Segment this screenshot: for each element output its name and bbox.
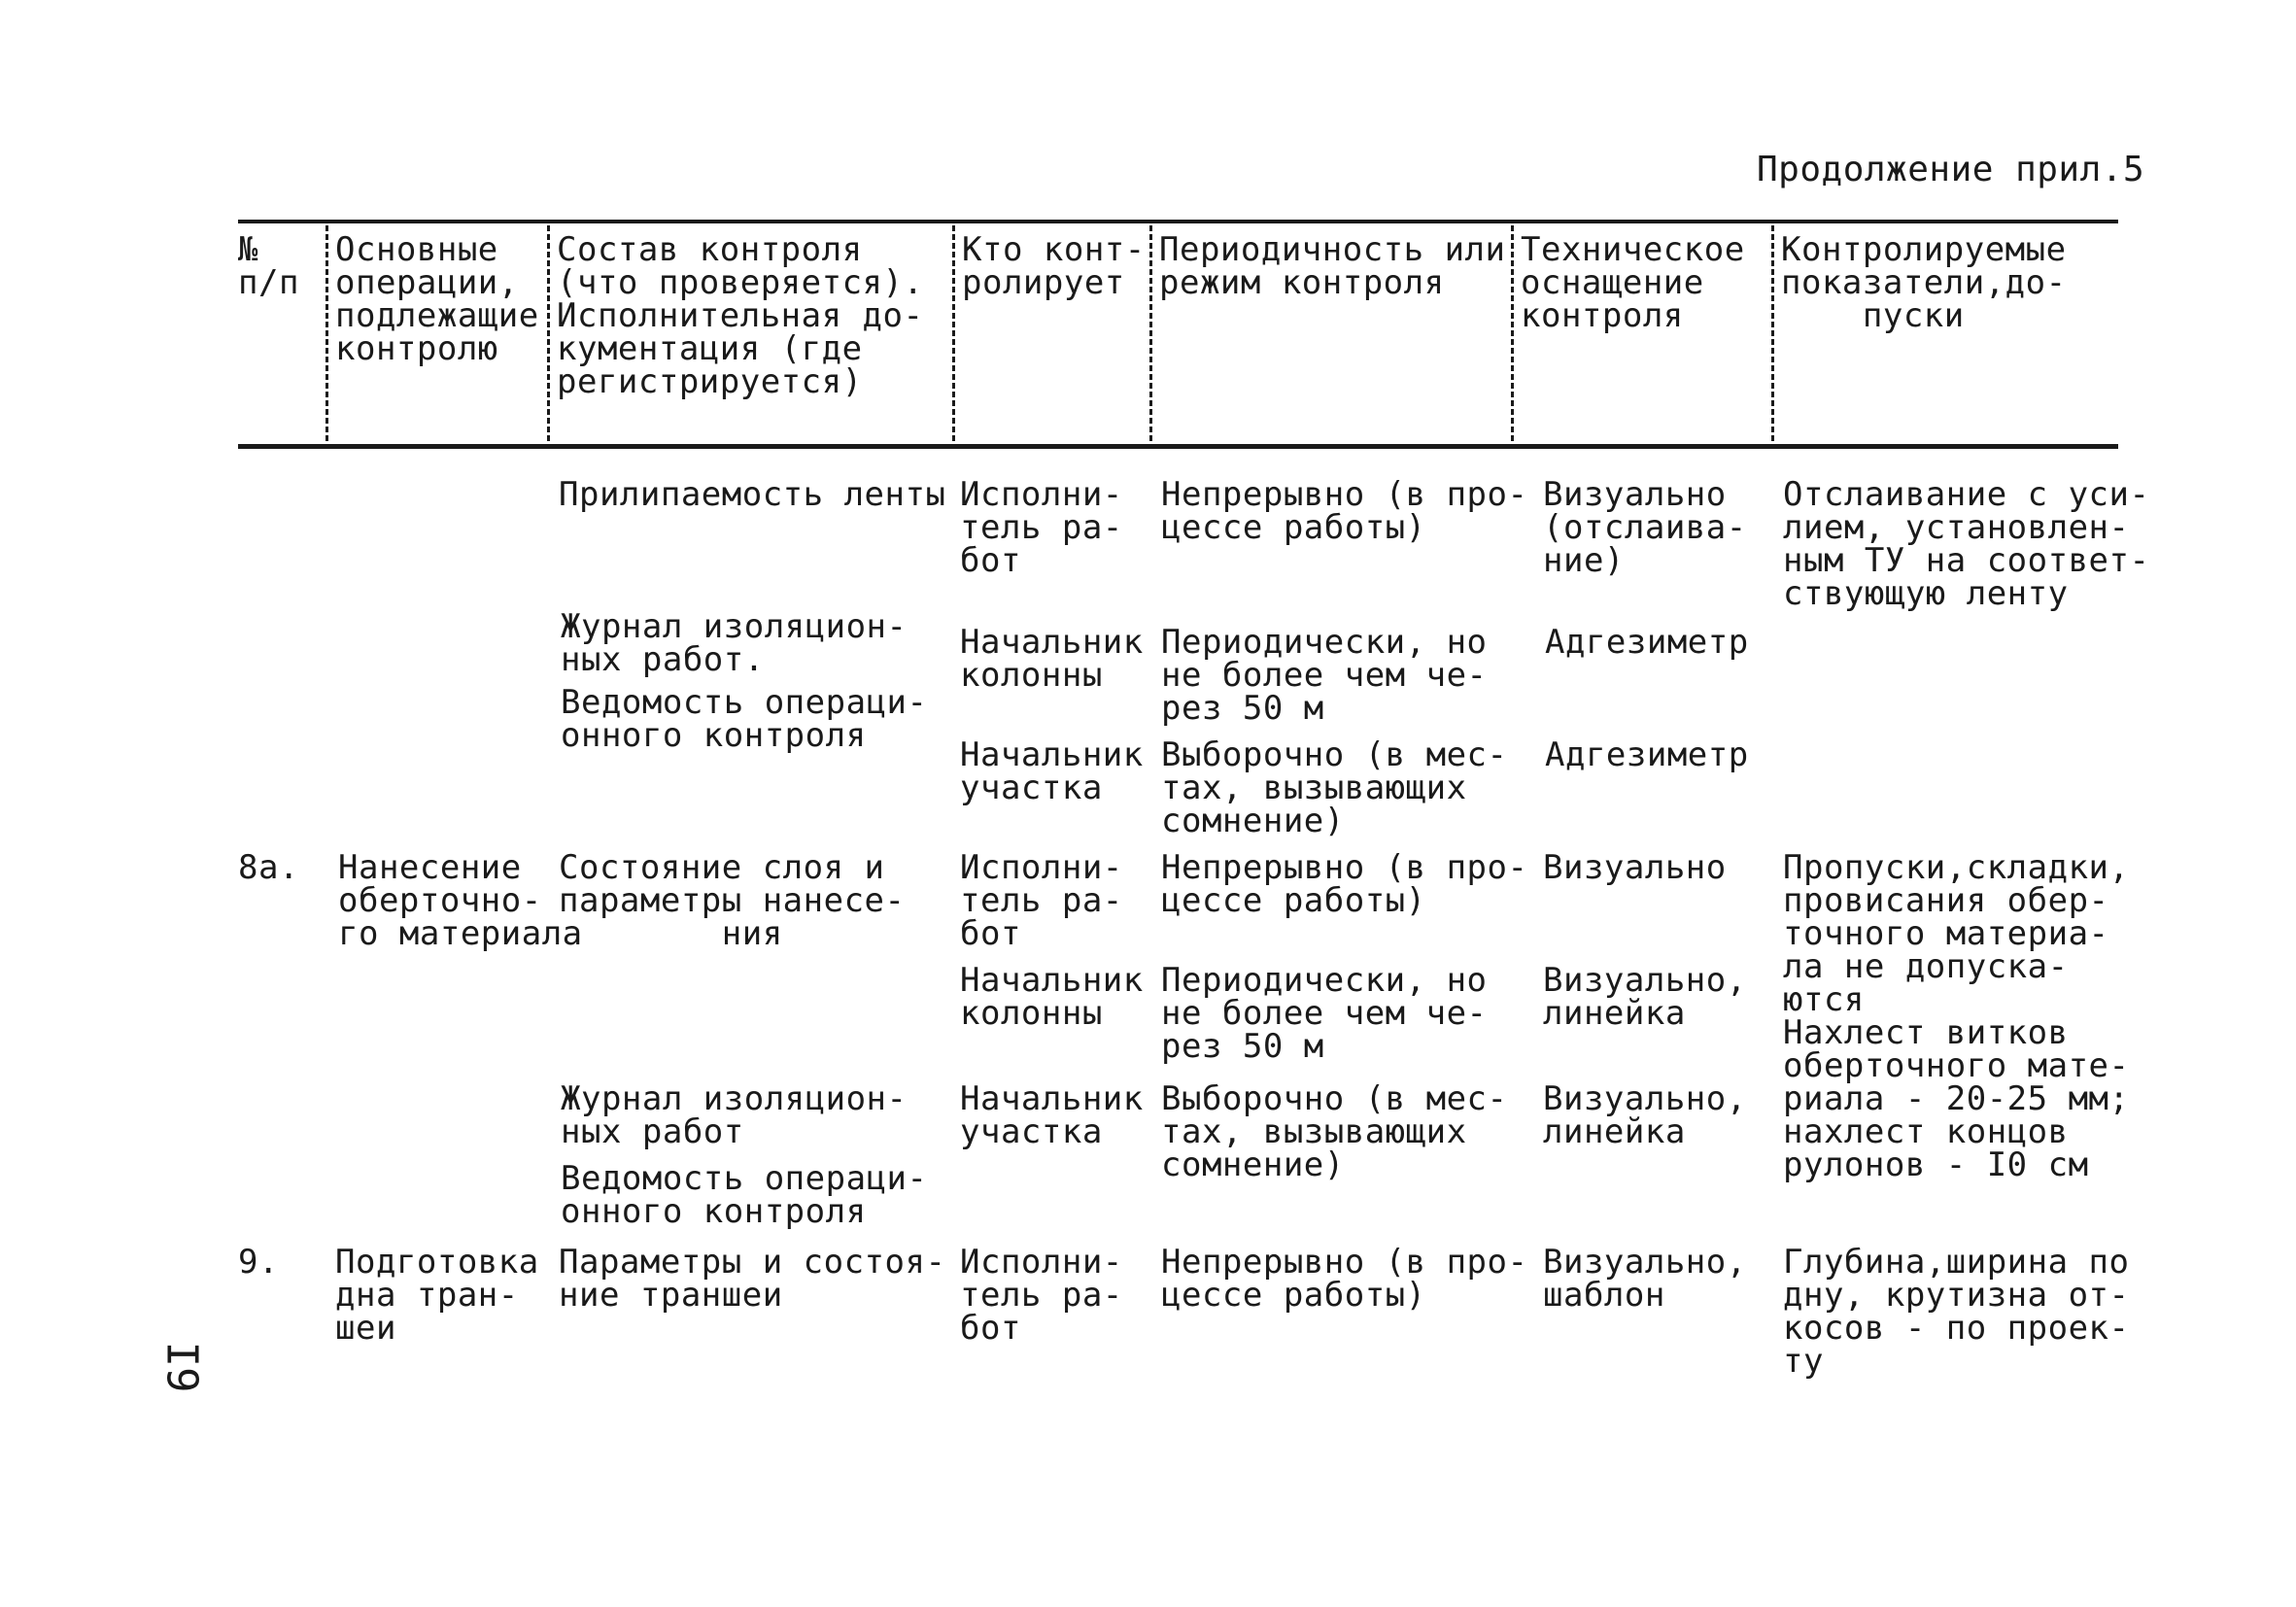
cell-equipment: Визуально (отслаива- ние) xyxy=(1543,475,1747,580)
cell-indicators: Отслаивание с уси- лием, установлен- ным ТУ на соответ- ствующую ленту xyxy=(1783,475,2150,613)
cell-equipment: Визуально, линейка xyxy=(1543,1079,1747,1151)
cell-journal: Журнал изоляцион- ных работ xyxy=(561,1079,908,1151)
cell-number: 9. xyxy=(238,1243,279,1282)
header-equipment: Техническое оснащение контроля xyxy=(1521,230,1745,335)
cell-period: Периодически, но не более чем че- рез 50 м xyxy=(1161,623,1488,728)
cell-operation: Подготовка дна тран- шеи xyxy=(335,1243,539,1348)
cell-who: Начальник участка xyxy=(960,735,1144,807)
continuation-label: Продолжение прил.5 xyxy=(1757,150,2145,189)
header-periodicity: Периодичность или режим контроля xyxy=(1159,230,1506,302)
header-divider-4 xyxy=(1149,225,1152,441)
cell-who: Начальник колонны xyxy=(960,961,1144,1033)
header-operations: Основные операции, подлежащие контролю xyxy=(335,230,539,368)
cell-equipment: Визуально xyxy=(1543,848,1727,887)
cell-control: Параметры и состоя- ние траншеи xyxy=(559,1243,946,1315)
cell-who: Исполни- тель ра- бот xyxy=(960,1243,1123,1348)
cell-period: Выборочно (в мес- тах, вызывающих сомнение) xyxy=(1161,1079,1508,1184)
cell-control: Прилипаемость ленты xyxy=(559,475,946,514)
header-divider-6 xyxy=(1771,225,1774,441)
header-divider-1 xyxy=(326,225,328,441)
header-who-controls: Кто конт- ролирует xyxy=(962,230,1146,302)
cell-indicators: Пропуски,складки, провисания обер- точного материа- ла не допуска- ются Нахлест витков оберточного мате- риала - 20-25 мм; нахлест концов рулонов - I0 см xyxy=(1783,848,2130,1184)
header-number: № п/п xyxy=(238,230,299,302)
cell-journal: Журнал изоляцион- ных работ. xyxy=(561,607,908,679)
cell-period: Периодически, но не более чем че- рез 50 м xyxy=(1161,961,1488,1066)
cell-period: Непрерывно (в про- цессе работы) xyxy=(1161,475,1528,547)
cell-period: Выборочно (в мес- тах, вызывающих сомнение) xyxy=(1161,735,1508,840)
header-divider-2 xyxy=(547,225,550,441)
header-control-composition: Состав контроля (что проверяется). Исполнительная до- кументация (где регистрируется) xyxy=(557,230,924,401)
cell-who: Начальник участка xyxy=(960,1079,1144,1151)
header-indicators: Контролируемые показатели,до- пуски xyxy=(1781,230,2067,335)
cell-equipment: Адгезиметр xyxy=(1545,623,1749,662)
header-divider-3 xyxy=(952,225,955,441)
cell-statement: Ведомость операци- онного контроля xyxy=(561,1159,928,1231)
cell-period: Непрерывно (в про- цессе работы) xyxy=(1161,1243,1528,1315)
cell-control: Состояние слоя и параметры нанесе- ния xyxy=(559,848,906,953)
cell-equipment: Визуально, линейка xyxy=(1543,961,1747,1033)
cell-number: 8а. xyxy=(238,848,299,887)
cell-statement: Ведомость операци- онного контроля xyxy=(561,683,928,755)
table-top-border xyxy=(238,220,2118,223)
header-bottom-border xyxy=(238,444,2118,449)
cell-who: Начальник колонны xyxy=(960,623,1144,695)
cell-operation: Нанесение оберточно- го материала xyxy=(338,848,583,953)
header-divider-5 xyxy=(1511,225,1514,441)
page-number: I9 xyxy=(156,1341,207,1393)
cell-equipment: Визуально, шаблон xyxy=(1543,1243,1747,1315)
cell-who: Исполни- тель ра- бот xyxy=(960,848,1123,953)
cell-who: Исполни- тель ра- бот xyxy=(960,475,1123,580)
cell-equipment: Адгезиметр xyxy=(1545,735,1749,774)
cell-indicators: Глубина,ширина по дну, крутизна от- косов - по проек- ту xyxy=(1783,1243,2130,1381)
cell-period: Непрерывно (в про- цессе работы) xyxy=(1161,848,1528,920)
